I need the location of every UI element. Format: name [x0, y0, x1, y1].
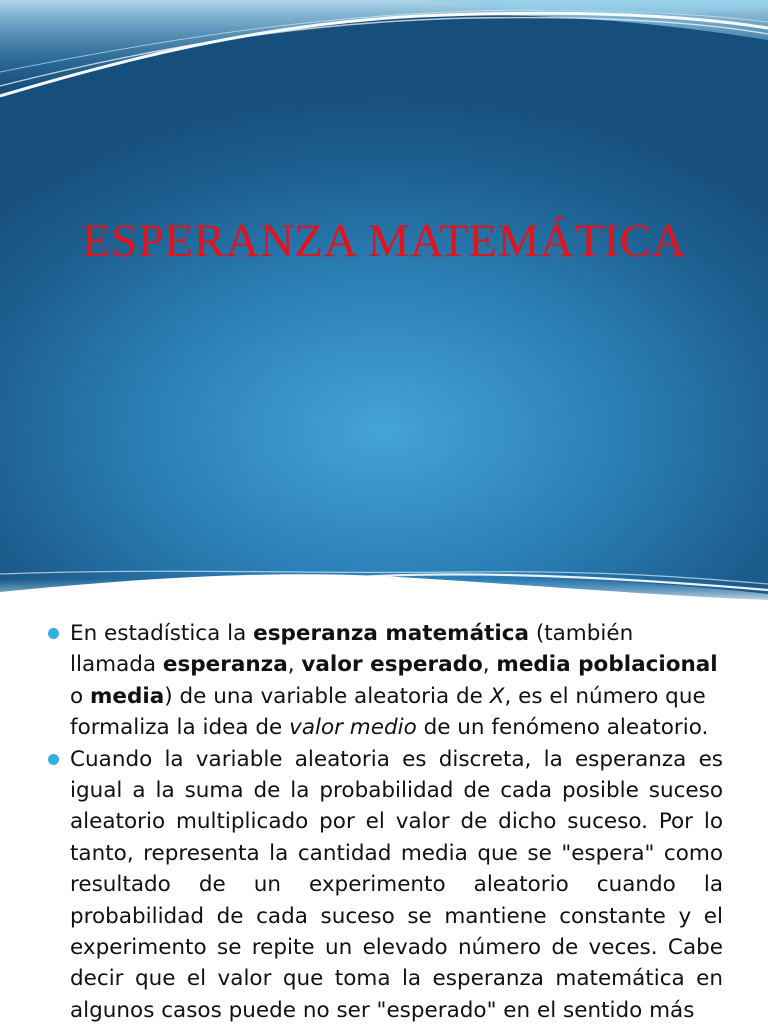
slide-title: ESPERANZA MATEMÁTICA [81, 215, 687, 267]
bold-term: media [90, 683, 165, 709]
bold-term: media poblacional [496, 652, 718, 678]
text-span: , [287, 652, 302, 678]
bold-term: esperanza matemática [253, 621, 529, 646]
list-item [48, 744, 723, 1024]
bullet-dot-icon [48, 628, 59, 639]
bullet-text: Cuando la variable aleatoria es discreta, la esperanza es igual a la suma de la probabilidad de cada posible suceso aleatorio multiplicado por el valor de dicho suceso. Por lo tanto, representa la cantidad media que se "espera" como resultado de un experimento aleatorio cuando la probabilidad de cada suceso se mantiene constante y el experimento se repite un elevado número de veces. Cabe decir que el valor que toma la esperanza matemática en algunos casos puede no ser "esperado" en el sentido más [70, 746, 723, 1023]
text-span: de un fenómeno aleatorio. [416, 715, 709, 741]
bullet-text [70, 618, 723, 744]
text-span: , [482, 652, 497, 678]
bold-term: esperanza [162, 652, 288, 678]
bullet-dot-icon [48, 754, 59, 765]
list-item [48, 618, 723, 744]
italic-term: X [489, 683, 505, 709]
bold-term: valor esperado [301, 652, 483, 678]
italic-term: valor medio [289, 715, 417, 741]
text-span: o [70, 683, 90, 709]
text-span: ) de una variable aleatoria de [164, 683, 490, 709]
text-span: En estadística la [70, 621, 254, 646]
bullet-list [48, 618, 723, 1024]
text-span: , es el número que formaliza la idea de [70, 683, 706, 741]
text-span: (también llamada [70, 621, 634, 678]
